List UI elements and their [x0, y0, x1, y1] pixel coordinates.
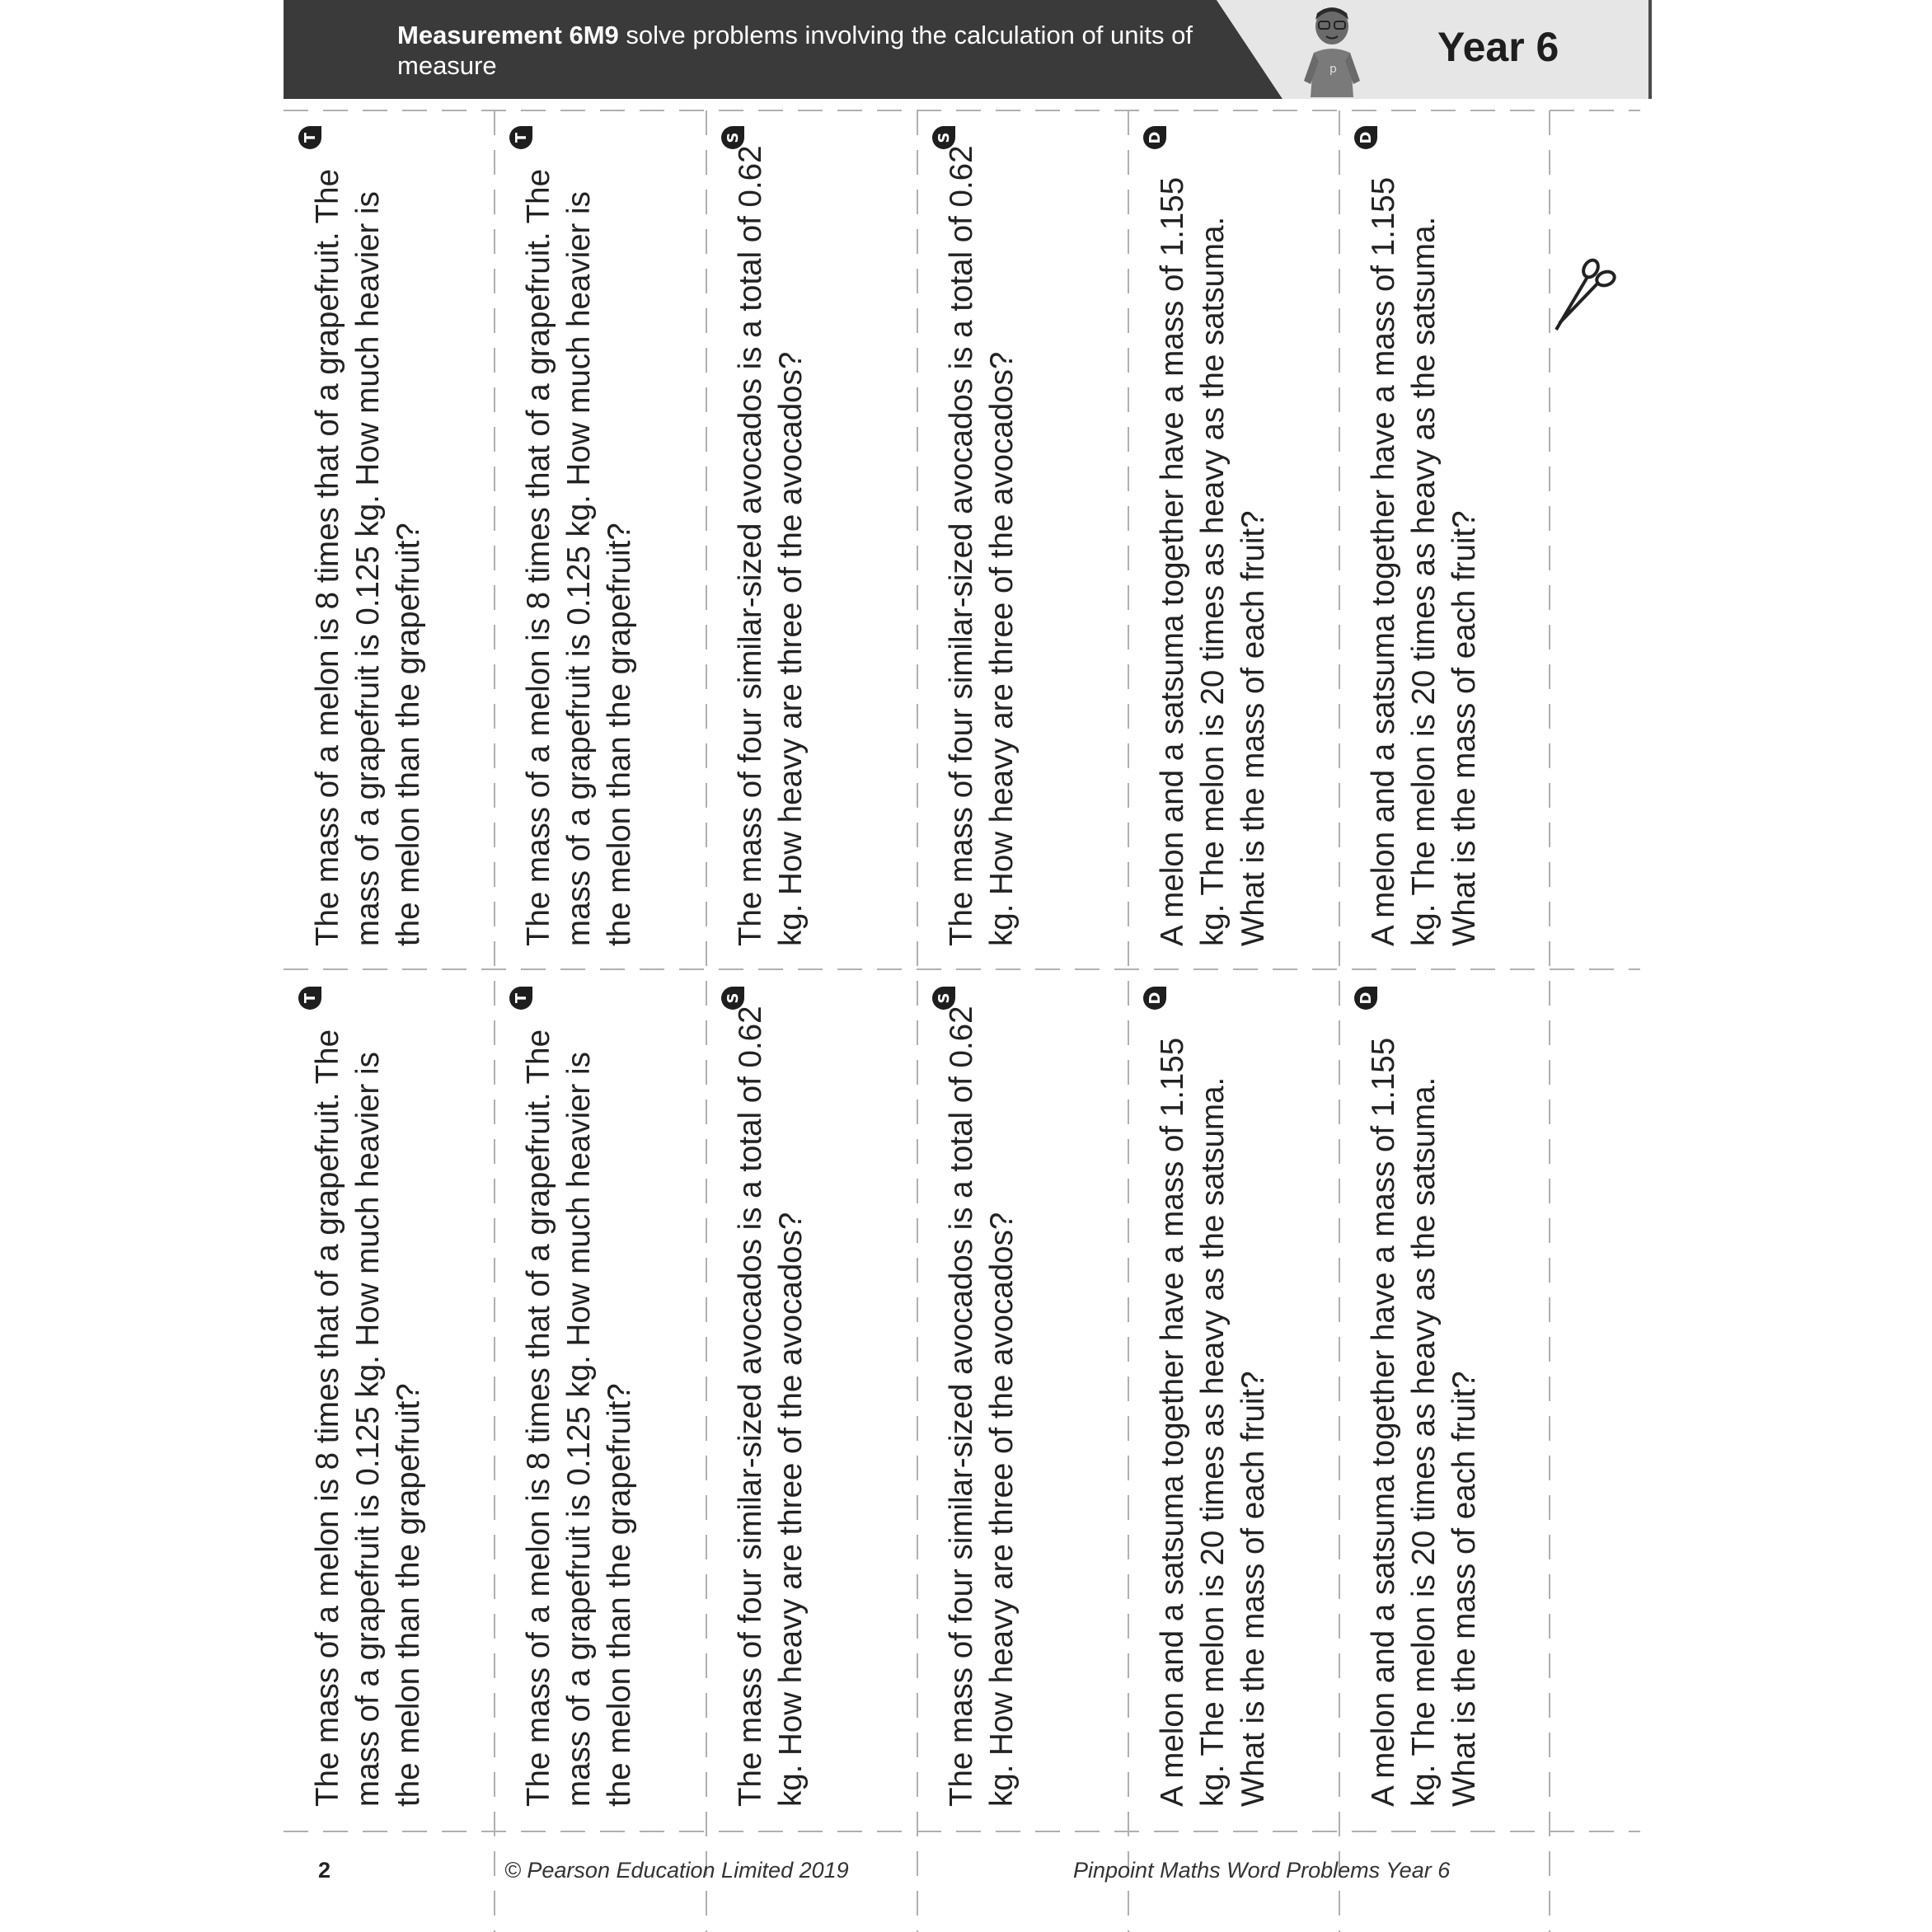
card-question: A melon and a satsuma together have a mass of 1.155 kg. The melon is 20 times as heavy as the satsuma. What is the mass of each fruit? [1365, 176, 1482, 946]
scissors-icon [1551, 257, 1617, 331]
badge-letter: D [1147, 992, 1164, 1005]
badge-letter: T [513, 132, 530, 143]
problem-card [1340, 110, 1550, 974]
problem-card [1340, 971, 1550, 1835]
badge-letter: S [936, 992, 953, 1004]
badge-letter: S [724, 132, 742, 143]
badge-letter: T [302, 132, 319, 143]
card-question: The mass of four similar-sized avocados is a total of 0.62 kg. How heavy are three of the avocados? [732, 145, 809, 946]
badge-letter: S [724, 992, 742, 1004]
card-question: A melon and a satsuma together have a mass of 1.155 kg. The melon is 20 times as heavy as the satsuma. What is the mass of each fruit? [1365, 1037, 1482, 1807]
problem-card [495, 110, 706, 974]
book-title: Pinpoint Maths Word Problems Year 6 [1073, 1858, 1451, 1883]
card-question: The mass of a melon is 8 times that of a grapefruit. The mass of a grapefruit is 0.125 kg. How much heavier is the melon than the grapefruit? [520, 1029, 637, 1807]
card-question: The mass of a melon is 8 times that of a grapefruit. The mass of a grapefruit is 0.125 kg. How much heavier is the melon than the grapefruit? [309, 169, 426, 946]
header-objective-text: solve problems involving the calculation of units of measure [397, 21, 1193, 80]
card-question: The mass of a melon is 8 times that of a grapefruit. The mass of a grapefruit is 0.125 kg. How much heavier is the melon than the grapefruit? [309, 1029, 426, 1807]
badge-letter: S [936, 132, 953, 143]
copyright-notice: © Pearson Education Limited 2019 [504, 1858, 849, 1883]
svg-text:p: p [1329, 63, 1337, 76]
problem-card [918, 110, 1128, 974]
badge-letter: D [1358, 992, 1375, 1005]
mascot-boy-icon [1299, 2, 1365, 97]
problem-card [1129, 971, 1339, 1835]
year-label: Year 6 [1437, 24, 1559, 70]
card-question: The mass of a melon is 8 times that of a grapefruit. The mass of a grapefruit is 0.125 kg. How much heavier is the melon than the grapefruit? [520, 169, 637, 946]
badge-letter: D [1147, 131, 1164, 144]
problem-card [918, 971, 1128, 1835]
card-question: A melon and a satsuma together have a mass of 1.155 kg. The melon is 20 times as heavy as the satsuma. What is the mass of each fruit? [1154, 1037, 1271, 1807]
problem-card [707, 110, 917, 974]
page-number: 2 [318, 1858, 331, 1883]
badge-letter: T [513, 992, 530, 1004]
header-edge [1648, 0, 1652, 99]
badge-letter: D [1358, 131, 1375, 144]
header-objective [397, 20, 1222, 81]
card-question: The mass of four similar-sized avocados is a total of 0.62 kg. How heavy are three of the avocados? [943, 145, 1020, 946]
page-header [284, 0, 1652, 99]
problem-card [284, 110, 495, 974]
problem-card [495, 971, 706, 1835]
problem-card [284, 971, 495, 1835]
badge-letter: T [302, 992, 319, 1004]
problem-card [1129, 110, 1339, 974]
problem-card [707, 971, 917, 1835]
card-question: The mass of four similar-sized avocados is a total of 0.62 kg. How heavy are three of the avocados? [943, 1006, 1020, 1807]
card-question: The mass of four similar-sized avocados is a total of 0.62 kg. How heavy are three of the avocados? [732, 1006, 809, 1807]
card-question: A melon and a satsuma together have a mass of 1.155 kg. The melon is 20 times as heavy as the satsuma. What is the mass of each fruit? [1154, 176, 1271, 946]
header-strand: Measurement 6M9 [397, 21, 619, 49]
